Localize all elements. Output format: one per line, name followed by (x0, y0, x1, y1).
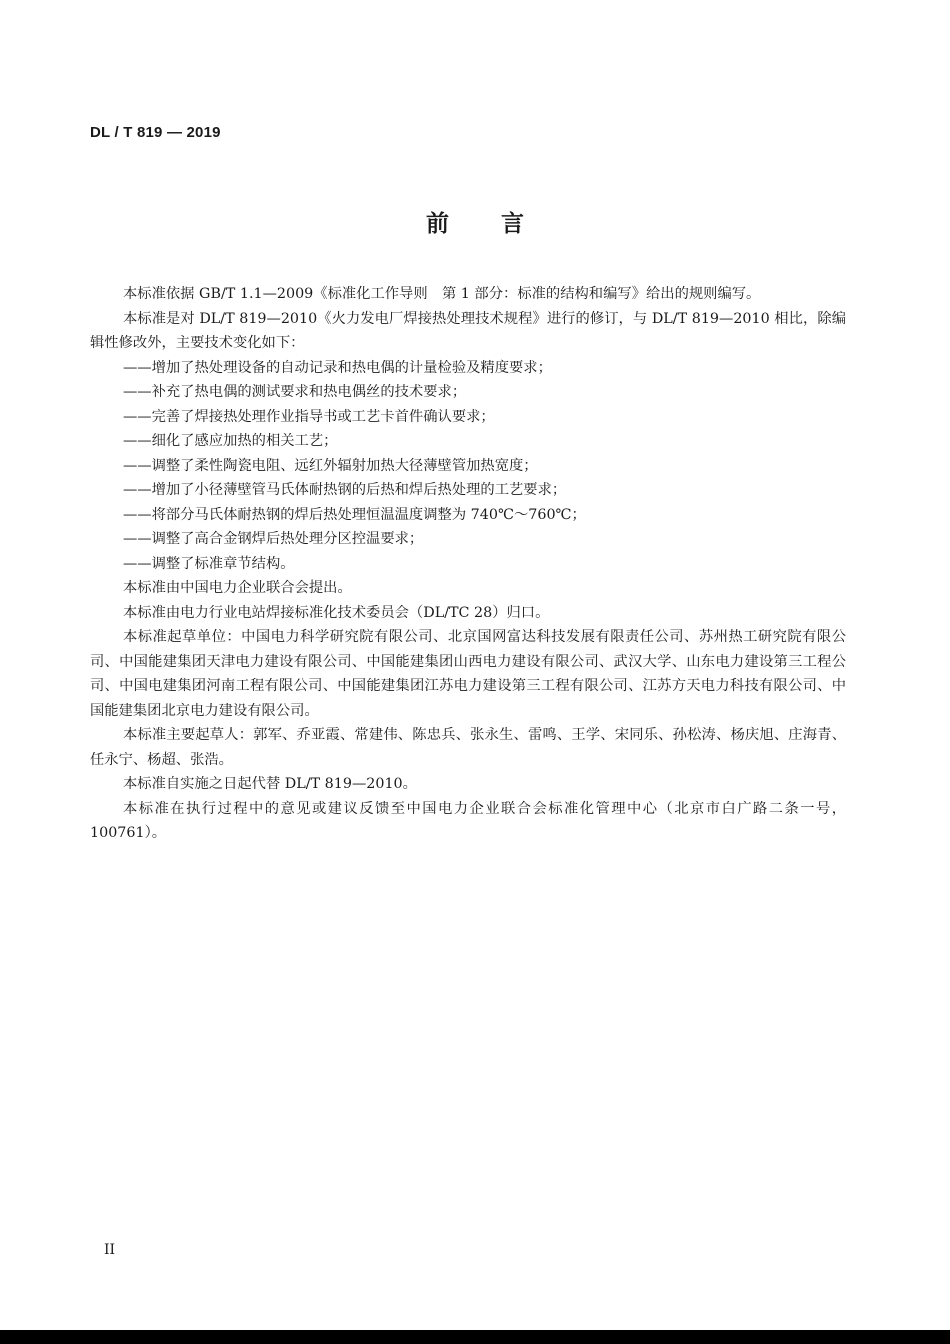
paragraph-drafters: 本标准主要起草人：郭军、乔亚霞、常建伟、陈忠兵、张永生、雷鸣、王学、宋同乐、孙松涛、杨庆旭、庄海青、任永宁、杨超、张浩。 (90, 727, 846, 768)
page-number: II (104, 1242, 116, 1258)
page-title (0, 205, 950, 238)
technical-changes-list (90, 356, 846, 577)
list-item: ——增加了小径薄壁管马氏体耐热钢的后热和焊后热处理的工艺要求； (123, 482, 567, 498)
list-item: ——增加了热处理设备的自动记录和热电偶的计量检验及精度要求； (123, 359, 552, 376)
title-char-1: 前 (426, 211, 449, 237)
paragraph-proposer: 本标准由中国电力企业联合会提出。 (123, 580, 352, 596)
list-item: ——补充了热电偶的测试要求和热电偶丝的技术要求； (123, 384, 467, 400)
list-item: ——完善了焊接热处理作业指导书或工艺卡首件确认要求； (123, 408, 495, 425)
list-item: ——调整了标准章节结构。 (123, 555, 295, 572)
list-item: ——细化了感应加热的相关工艺； (123, 433, 338, 449)
paragraph-drafting-rules: 本标准依据 GB/T 1.1—2009《标准化工作导则 第 1 部分：标准的结构和编写》给出的规则编写。 (123, 286, 761, 302)
paragraph-committee: 本标准由电力行业电站焊接标准化技术委员会（DL/TC 28）归口。 (123, 604, 550, 621)
document-code: DL / T 819 — 2019 (90, 124, 221, 141)
title-char-2: 言 (501, 211, 524, 237)
paragraph-feedback: 本标准在执行过程中的意见或建议反馈至中国电力企业联合会标准化管理中心（北京市白广路二条一号，100761）。 (90, 800, 846, 841)
paragraph-drafting-units: 本标准起草单位：中国电力科学研究院有限公司、北京国网富达科技发展有限责任公司、苏州热工研究院有限公司、中国能建集团天津电力建设有限公司、中国能建集团山西电力建设有限公司、武汉大学、山东电力建设第三工程公司、中国电建集团河南工程有限公司、中国能建集团江苏电力建设第三工程有限公司、江苏方天电力科技有限公司、中国能建集团北京电力建设有限公司。 (90, 629, 846, 719)
bottom-border (0, 1330, 950, 1344)
list-item: ——将部分马氏体耐热钢的焊后热处理恒温温度调整为 740℃～760℃； (123, 506, 586, 523)
list-item: ——调整了高合金钢焊后热处理分区控温要求； (123, 531, 424, 547)
preface-body (90, 282, 846, 846)
paragraph-replaces: 本标准自实施之日起代替 DL/T 819—2010。 (123, 776, 417, 792)
paragraph-revision-intro: 本标准是对 DL/T 819—2010《火力发电厂焊接热处理技术规程》进行的修订，与 DL/T 819—2010 相比，除编辑性修改外，主要技术变化如下： (90, 310, 846, 351)
list-item: ——调整了柔性陶瓷电阻、远红外辐射加热大径薄壁管加热宽度； (123, 457, 538, 474)
